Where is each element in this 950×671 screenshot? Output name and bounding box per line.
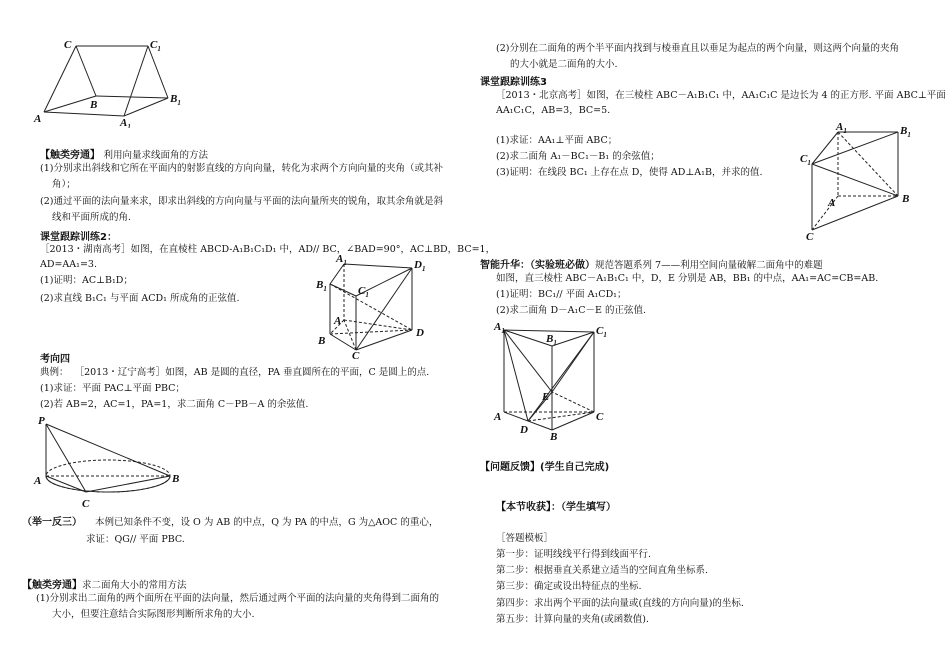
dir4-example [40, 366, 429, 379]
fig4-label-B: B [902, 193, 910, 205]
fig5-label-D: D [520, 424, 528, 436]
hint1-p1b: 角）； [52, 179, 76, 190]
practice3-q1: (1)求证：AA₁⊥平面 ABC； [496, 135, 618, 146]
fig1-label-B: B [90, 99, 98, 111]
fig2-label-A1: $A_1$ [336, 254, 347, 267]
harvest-title-bracket: 【本节收获】： [496, 502, 561, 513]
practice3-q2: (2)求二面角 A₁－BC₁－B₁ 的余弦值； [496, 151, 660, 162]
fig1-label-A1: $A_1$ [120, 117, 131, 128]
feedback-title [480, 458, 609, 473]
fig2-label-B1: $B_1$ [316, 279, 327, 293]
fig4-label-A: A [828, 197, 836, 209]
smart-q1: (1)证明：BC₁// 平面 A₁CD₁； [496, 289, 627, 300]
smart-title [480, 256, 823, 271]
fig2-label-D: D [416, 327, 424, 339]
template-title: ［答题模板］ [496, 533, 554, 544]
fig5-label-B: B [550, 431, 558, 442]
prism-figure-5 [490, 318, 618, 442]
fig4-label-B1: $B_1$ [900, 125, 911, 139]
juyi-l2: 求证：QG// 平面 PBC. [86, 534, 185, 545]
feedback-title-tail: (学生自己完成) [540, 462, 610, 473]
juyi-line1 [22, 516, 438, 529]
fig3-label-P: P [38, 415, 45, 427]
practice2-q1: (1)证明：AC⊥B₁D； [40, 275, 133, 286]
harvest-title-tail: （学生填写） [561, 502, 616, 513]
practice2-q2: (2)求直线 B₁C₁ 与平面 ACD₁ 所成角的正弦值. [40, 293, 240, 304]
hint2-p1b: 大小，但要注意结合实际图形判断所求角的大小. [52, 609, 255, 620]
fig5-label-E: E [542, 391, 550, 403]
practice2-l2: AD=AA₁=3. [40, 259, 97, 270]
template-step-2: 第二步：根据垂直关系建立适当的空间直角坐标系. [496, 565, 709, 576]
fig2-label-A: A [334, 315, 342, 327]
hint2-p1: (1)分别求出二面角的两个面所在平面的法向量，然后通过两个平面的法向量的夹角得到二面角的 [36, 593, 439, 604]
hint1-title [40, 146, 208, 161]
fig5-label-A: A [494, 411, 502, 423]
fig1-label-C: C [64, 39, 72, 51]
practice2-l1: ［2013・湖南高考］如图，在直棱柱 ABCD-A₁B₁C₁D₁ 中，AD// BC，∠BAD=90°，AC⊥BD，BC=1， [40, 244, 496, 255]
circle-figure [30, 412, 180, 510]
fig1-label-C1: $C_1$ [150, 39, 161, 53]
fig5-label-C: C [596, 411, 604, 423]
juyi-title: （举一反三） [22, 517, 82, 528]
hint2-title-bracket: 【触类旁通】 [22, 580, 82, 591]
template-step-1: 第一步：证明线线平行得到线面平行. [496, 549, 652, 560]
dir4-title: 考向四 [40, 354, 70, 365]
hint1-title-tail: 利用向量求线面角的方法 [103, 150, 208, 161]
hint1-p2b: 线和平面所成的角. [52, 212, 132, 223]
template-step-4: 第四步：求出两个平面的法向量或(直线的方向向量)的坐标. [496, 598, 744, 609]
dir4-q2: (2)若 AB=2，AC=1，PA=1，求二面角 C－PB－A 的余弦值. [40, 399, 309, 410]
template-step-3: 第三步：确定或设出特征点的坐标. [496, 581, 642, 592]
prism-figure-2 [312, 254, 434, 360]
fig2-label-C1: $C_1$ [358, 285, 369, 299]
fig2-label-B: B [318, 335, 326, 347]
fig3-label-B: B [172, 473, 180, 485]
prism-figure-1 [30, 36, 190, 128]
right-p2b: 的大小就是二面角的大小. [510, 59, 618, 70]
fig5-label-A1: $A_1$ [494, 321, 505, 335]
smart-title-label: 智能升华： [480, 260, 530, 271]
practice3-title: 课堂跟踪训练3 [480, 77, 547, 88]
hint1-p1: (1)分别求出斜线和它所在平面内的射影直线的方向向量，转化为求两个方向向量的夹角（或其补 [40, 163, 443, 174]
feedback-title-bracket: 【问题反馈】 [480, 462, 540, 473]
hint1-p2: (2)通过平面的法向量来求，即求出斜线的方向向量与平面的法向量所夹的锐角，取其余角就是斜 [40, 196, 443, 207]
fig1-label-A: A [34, 113, 42, 125]
fig4-label-A1: $A_1$ [836, 121, 847, 135]
dir4-q1: (1)求证：平面 PAC⊥平面 PBC； [40, 383, 185, 394]
hint2-title [22, 576, 187, 591]
fig4-label-C1: $C_1$ [800, 153, 811, 167]
template-step-5: 第五步：计算向量的夹角(或函数值). [496, 614, 649, 625]
dir4-example-label: 典例： [40, 367, 69, 378]
fig1-label-B1: $B_1$ [170, 93, 181, 107]
fig3-label-A: A [34, 475, 42, 487]
practice3-q3: (3)证明：在线段 BC₁ 上存在点 D，使得 AD⊥A₁B，并求的值. [496, 167, 763, 178]
fig5-label-C1: $C_1$ [596, 325, 607, 339]
fig5-label-B1: $B_1$ [546, 333, 557, 347]
fig2-label-D1: $D_1$ [414, 259, 426, 273]
smart-title-tail: 规范答题系列 7——利用空间向量破解二面角中的难题 [595, 260, 823, 271]
harvest-title [496, 498, 616, 513]
smart-q2: (2)求二面角 D－A₁C－E 的正弦值. [496, 305, 647, 316]
prism-figure-4 [800, 120, 925, 242]
hint1-title-bracket: 【触类旁通】 [40, 150, 100, 161]
hint2-title-tail: 求二面角大小的常用方法 [82, 580, 187, 591]
dir4-example-text: ［2013・辽宁高考］如图，AB 是圆的直径，PA 垂直圆所在的平面，C 是圆上的点. [74, 367, 430, 378]
smart-l1: 如图，直三棱柱 ABC－A₁B₁C₁ 中，D，E 分别是 AB，BB₁ 的中点，AA₁=AC=CB=AB. [496, 273, 879, 284]
practice3-l2: AA₁C₁C，AB=3，BC=5. [496, 105, 611, 116]
fig2-label-C: C [352, 350, 360, 360]
smart-tag: （实验班必做） [530, 260, 595, 271]
juyi-text: 本例已知条件不变，设 O 为 AB 的中点，Q 为 PA 的中点，G 为△AOC 的重心， [95, 517, 439, 528]
fig3-label-C: C [82, 498, 90, 510]
practice2-title: 课堂跟踪训练2： [40, 232, 117, 243]
practice3-l1: ［2013・北京高考］如图，在三棱柱 ABC－A₁B₁C₁ 中，AA₁C₁C 是边长为 4 的正方形. 平面 ABC⊥平面 [496, 90, 946, 101]
right-p2a: (2)分别在二面角的两个半平面内找到与棱垂直且以垂足为起点的两个向量，则这两个向量的夹角 [496, 43, 899, 54]
fig4-label-C: C [806, 231, 814, 242]
